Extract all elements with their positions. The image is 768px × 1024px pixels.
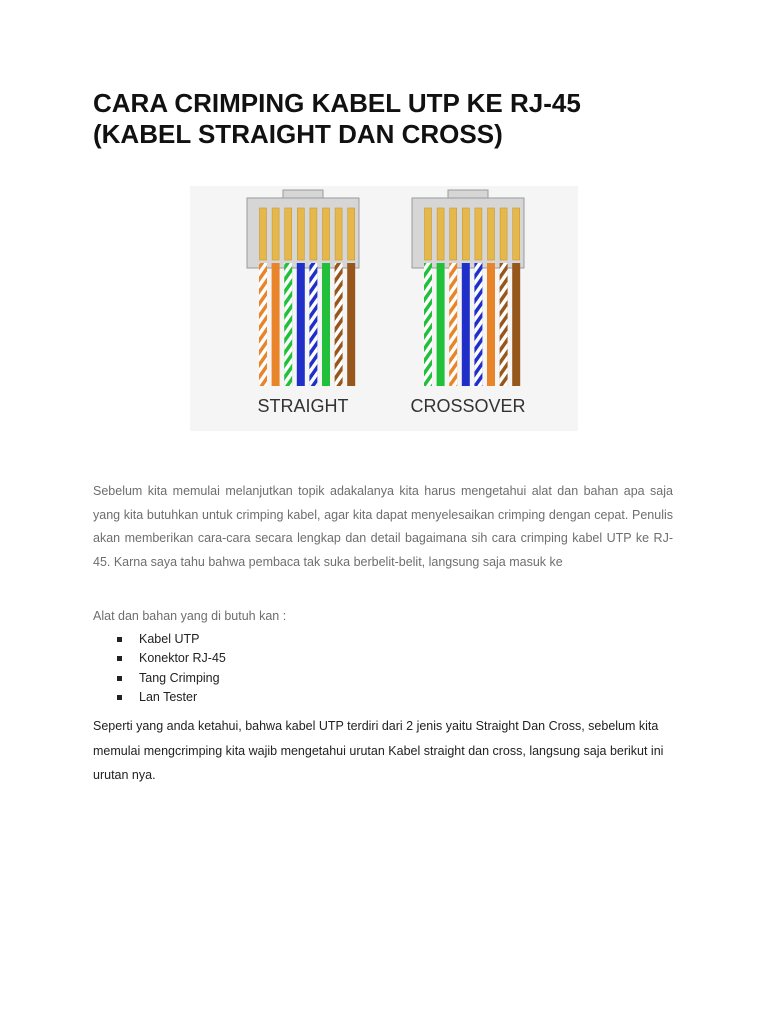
wiring-diagram	[190, 186, 578, 431]
list-item-label: Lan Tester	[139, 689, 198, 704]
title-line-2: (KABEL STRAIGHT DAN CROSS)	[93, 119, 503, 149]
rj45-wiring-figure	[190, 186, 578, 431]
wire-green	[437, 263, 445, 386]
contact-pin	[500, 208, 507, 260]
contact-pin	[310, 208, 317, 260]
list-item	[117, 688, 226, 707]
contact-pin	[475, 208, 482, 260]
wire-stripe	[449, 263, 457, 386]
wire-blue	[462, 263, 470, 386]
tools-heading: Alat dan bahan yang di butuh kan :	[93, 609, 287, 623]
list-item	[117, 630, 226, 649]
wire-orange	[487, 263, 495, 386]
wire-brown	[512, 263, 520, 386]
contact-pin	[335, 208, 342, 260]
contact-pin	[285, 208, 292, 260]
wire-stripe	[474, 263, 482, 386]
intro-paragraph: Sebelum kita memulai melanjutkan topik adakalanya kita harus mengetahui alat dan bahan apa saja yang kita butuhkan untuk crimping kabel, agar kita dapat menyelesaikan crimping dengan cepat. Penulis akan memberikan cara-cara secara lengkap dan detail bagaimana sih cara crimping kabel UTP ke RJ-45. Karna saya tahu bahwa pembaca tak suka berbelit-belit, langsung saja masuk ke	[93, 484, 673, 569]
crossover-connector	[412, 190, 524, 386]
straight-connector	[247, 190, 359, 386]
wire-blue	[297, 263, 305, 386]
list-item-label: Konektor RJ-45	[139, 651, 226, 666]
list-item	[117, 649, 226, 668]
wire-stripe	[259, 263, 267, 386]
title-line-1: CARA CRIMPING KABEL UTP KE RJ-45	[93, 88, 581, 118]
contact-pin	[488, 208, 495, 260]
wire-green	[322, 263, 330, 386]
list-item	[117, 669, 226, 688]
wire-brown	[347, 263, 355, 386]
wire-stripe	[284, 263, 292, 386]
straight-label: STRAIGHT	[257, 396, 349, 416]
contact-pin	[323, 208, 330, 260]
contact-pin	[297, 208, 304, 260]
contact-pin	[437, 208, 444, 260]
bullet-icon	[117, 637, 122, 642]
wire-stripe	[335, 263, 343, 386]
contact-pin	[450, 208, 457, 260]
wire-stripe	[309, 263, 317, 386]
contact-pin	[462, 208, 469, 260]
bullet-icon	[117, 676, 122, 681]
contact-pin	[348, 208, 355, 260]
contact-pin	[425, 208, 432, 260]
page-title	[93, 88, 693, 150]
contact-pin	[513, 208, 520, 260]
list-item-label: Tang Crimping	[139, 670, 220, 685]
bullet-icon	[117, 695, 122, 700]
bullet-icon	[117, 656, 122, 661]
tools-list	[117, 630, 226, 707]
contact-pin	[272, 208, 279, 260]
wire-orange	[272, 263, 280, 386]
closing-paragraph: Seperti yang anda ketahui, bahwa kabel UTP terdiri dari 2 jenis yaitu Straight Dan Cross, sebelum kita memulai mengcrimping kita wajib mengetahui urutan Kabel straight dan cross, langsung saja berikut ini urutan nya.	[93, 719, 664, 782]
contact-pin	[260, 208, 267, 260]
wire-stripe	[500, 263, 508, 386]
crossover-label: CROSSOVER	[410, 396, 526, 416]
list-item-label: Kabel UTP	[139, 632, 200, 646]
wire-stripe	[424, 263, 432, 386]
